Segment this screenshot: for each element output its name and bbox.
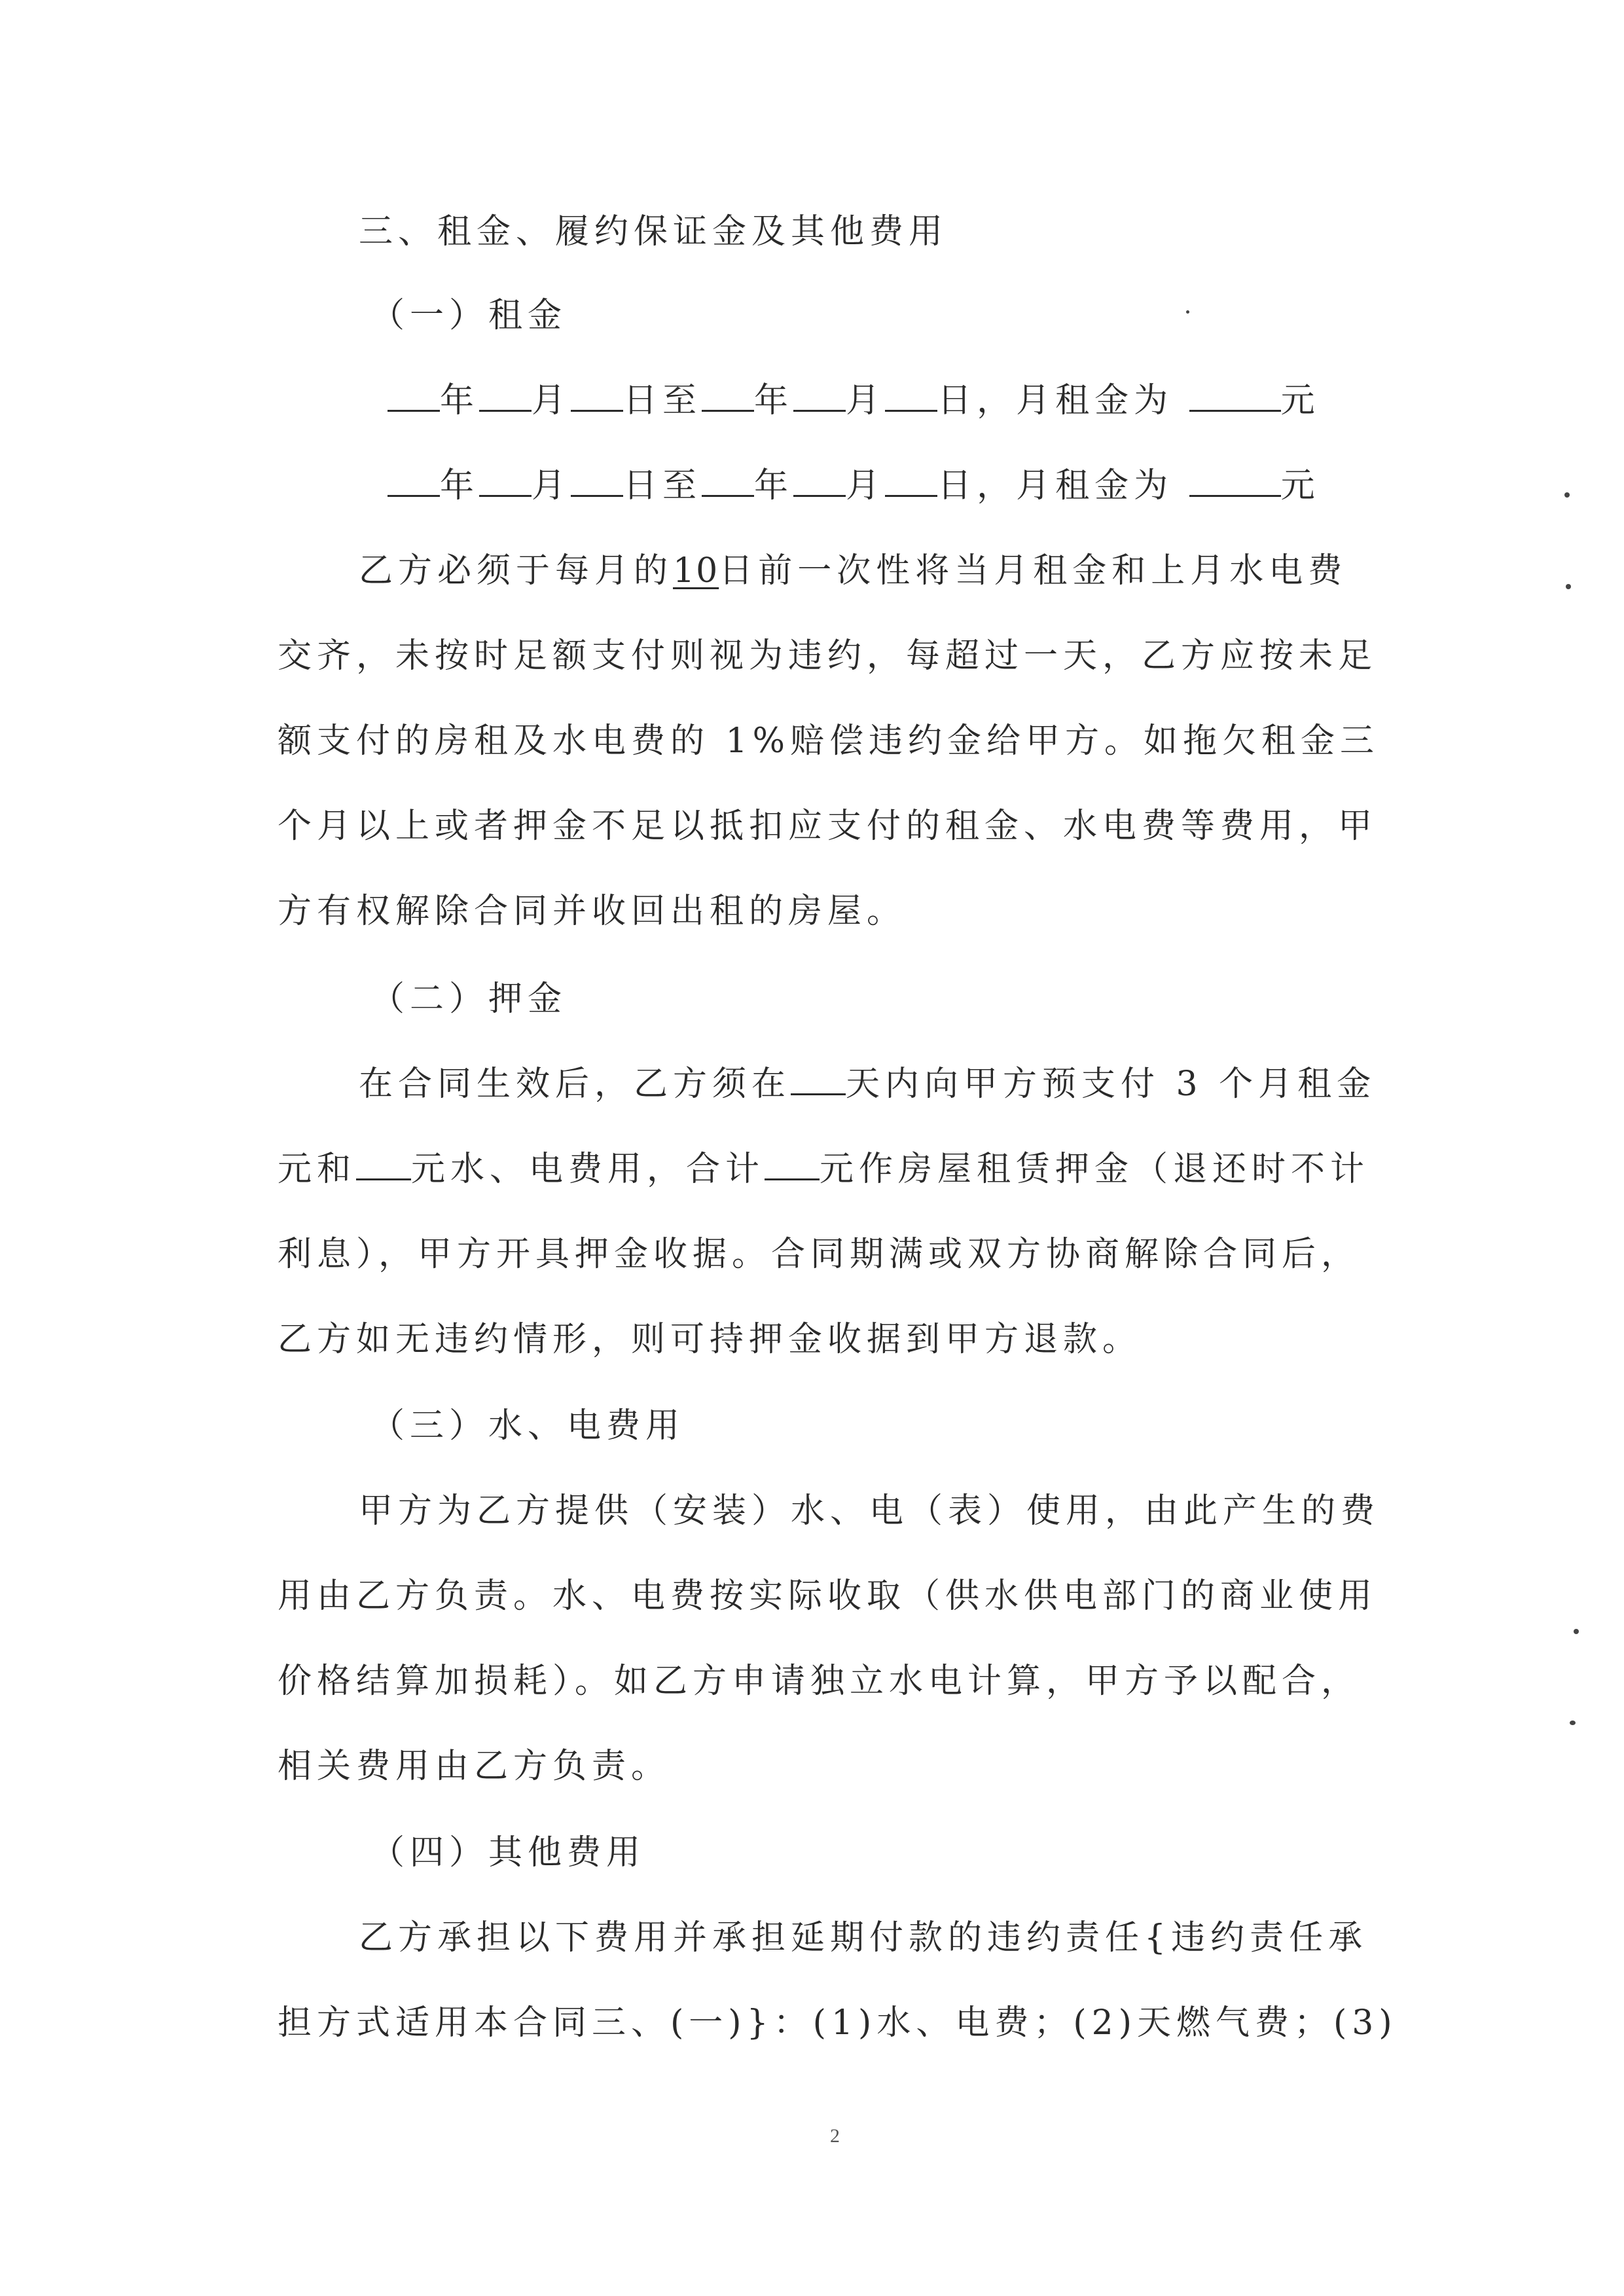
utilities-line-2: 用由乙方负责。水、电费按实际收取（供水供电部门的商业使用 <box>278 1576 1378 1616</box>
blank <box>791 1063 846 1095</box>
rent-para-line-1: 乙方必须于每月的10日前一次性将当月租金和上月水电费 <box>359 551 1348 591</box>
page-number: 2 <box>830 2125 840 2147</box>
deposit-line-3: 利息），甲方开具押金收据。合同期满或双方协商解除合同后， <box>278 1235 1361 1274</box>
rent-para-line-5: 方有权解除合同并收回出租的房屋。 <box>278 892 907 931</box>
scan-speck <box>1570 1721 1576 1725</box>
rent-para-line-2: 交齐，未按时足额支付则视为违约，每超过一天，乙方应按未足 <box>278 636 1378 676</box>
rent-period-line-1: 年 月 日至 年 月 日，月租金为 元 <box>388 380 1320 422</box>
blank <box>702 380 754 412</box>
scan-speck <box>1564 492 1570 498</box>
other-line-1: 乙方承担以下费用并承担延期付款的违约责任{违约责任承 <box>359 1918 1368 1958</box>
blank <box>885 380 937 412</box>
blank <box>885 465 937 497</box>
blank <box>702 465 754 497</box>
deposit-line-2: 元和 元水、电费用，合计 元作房屋租赁押金（退还时不计 <box>278 1150 1370 1189</box>
blank <box>479 465 532 497</box>
utilities-line-1: 甲方为乙方提供（安装）水、电（表）使用，由此产生的费 <box>359 1491 1380 1531</box>
blank <box>479 380 532 412</box>
blank <box>1189 380 1281 412</box>
deposit-line-1: 在合同生效后，乙方须在 天内向甲方预支付 3 个月租金 <box>359 1065 1377 1104</box>
scan-speck <box>1566 584 1571 589</box>
deposit-line-4: 乙方如无违约情形，则可持押金收据到甲方退款。 <box>278 1320 1142 1359</box>
rent-heading: （一）租金 <box>370 296 568 335</box>
blank <box>356 1148 411 1180</box>
payment-day: 10 <box>673 551 719 591</box>
utilities-heading: （三）水、电费用 <box>370 1406 685 1446</box>
blank <box>388 380 440 412</box>
other-line-2: 担方式适用本合同三、(一)}：(1)水、电费；(2)天燃气费；(3) <box>278 2003 1398 2043</box>
utilities-line-3: 价格结算加损耗）。如乙方申请独立水电计算，甲方予以配合， <box>278 1662 1361 1701</box>
scan-speck <box>1186 310 1189 314</box>
blank <box>793 465 846 497</box>
blank <box>388 465 440 497</box>
scan-speck <box>1574 1629 1579 1634</box>
rent-para-line-4: 个月以上或者押金不足以抵扣应支付的租金、水电费等费用，甲 <box>278 807 1378 846</box>
deposit-heading: （二）押金 <box>370 979 568 1019</box>
blank <box>793 380 846 412</box>
rent-period-line-2: 年 月 日至 年 月 日，月租金为 元 <box>388 465 1320 507</box>
section-title: 三、租金、履约保证金及其他费用 <box>359 212 948 251</box>
blank <box>571 380 623 412</box>
other-heading: （四）其他费用 <box>370 1833 646 1872</box>
blank <box>571 465 623 497</box>
blank <box>1189 465 1281 497</box>
blank <box>765 1148 820 1180</box>
rent-para-line-3: 额支付的房租及水电费的 1%赔偿违约金给甲方。如拖欠租金三 <box>278 721 1380 761</box>
utilities-line-4: 相关费用由乙方负责。 <box>278 1747 671 1786</box>
